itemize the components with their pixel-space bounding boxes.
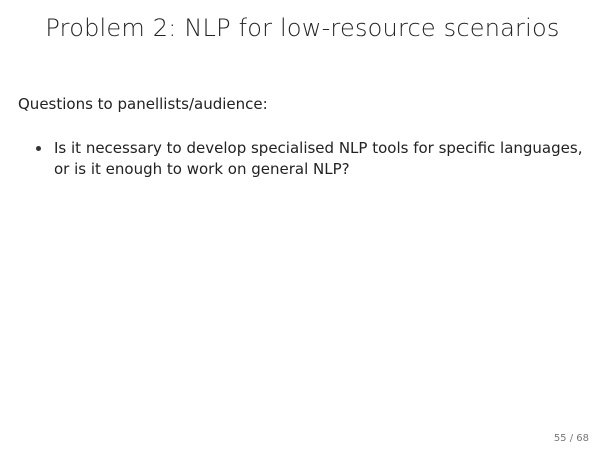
page-number: 55 / 68 <box>553 433 589 444</box>
intro-text: Questions to panellists/audience: <box>18 95 268 113</box>
bullet-list <box>36 138 591 180</box>
bullet-text-line-2: or is it enough to work on general NLP? <box>54 160 350 178</box>
bullet-item <box>36 138 591 180</box>
bullet-dot-icon <box>36 146 41 151</box>
bullet-text-line-1: Is it necessary to develop specialised NLP tools for specific languages, <box>54 139 583 157</box>
slide-title: Problem 2: NLP for low-resource scenarios <box>45 14 560 42</box>
